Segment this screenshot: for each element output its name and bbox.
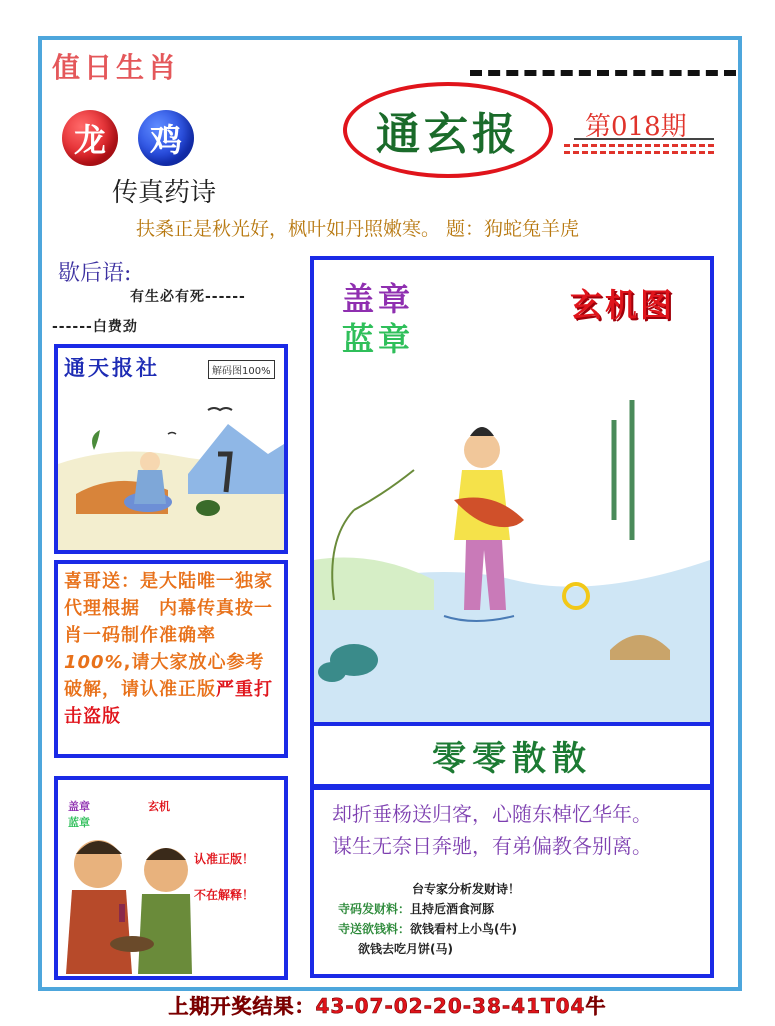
promo-accuracy: 100% (64, 652, 124, 673)
cartoon-label-1: 盖章 (68, 800, 90, 813)
expert-title: 台专家分析发财诗！ (412, 882, 521, 896)
xuanji-title: 玄机图 (570, 286, 676, 324)
tongtian-box (54, 344, 288, 554)
tongtian-title: 通天报社 (64, 355, 160, 380)
previous-result: 上期开奖结果：43-07-02-20-38-41T04牛 (168, 994, 607, 1018)
zodiac-title: 值日生肖 (52, 51, 181, 84)
xiehouyu-line-1: 有生必有死------ (130, 289, 246, 305)
main-picture-box (310, 256, 714, 726)
issue-underline (574, 138, 714, 140)
tongtian-tag: 解码图100% (208, 360, 275, 379)
fax-poem-title: 传真药诗 (112, 178, 217, 208)
expert-line-2-label: 寺送欲钱料： (338, 922, 411, 936)
expert-line-3: 欲钱去吃月饼(马) (358, 942, 453, 956)
issue-double-line (564, 144, 714, 158)
cartoon-illustration (62, 794, 192, 974)
cartoon-label-2: 蓝章 (68, 816, 90, 829)
poem-line: 扶桑正是秋光好，枫叶如丹照嫩寒。 题：狗蛇兔羊虎 (136, 218, 580, 240)
issue-number: 第018期 (585, 112, 687, 142)
promo-text (64, 568, 278, 730)
expert-line-1-value: 且持卮酒食河豚 (410, 902, 495, 916)
zodiac-ball-dragon: 龙 (62, 110, 118, 166)
expert-line-2 (338, 920, 692, 937)
promo-part-3: ,请大家放心参考破解，请认准正版 (64, 652, 265, 700)
top-dash-line (470, 70, 736, 76)
main-illustration (314, 360, 710, 722)
masthead-title: 通玄报 (343, 82, 553, 178)
bottom-poem-box (310, 786, 714, 978)
expert-line-1-label: 寺码发财料： (338, 902, 411, 916)
xiehouyu-line-2: ------白费劲 (52, 319, 138, 335)
expert-line-2-value: 欲钱看村上小鸟(牛) (410, 922, 517, 936)
promo-box (54, 560, 288, 758)
zodiac-ball-rooster: 鸡 (138, 110, 194, 166)
bottom-poem-line-1: 却折垂杨送归客，心随东棹忆华年。 (332, 802, 652, 826)
xiehouyu-title: 歇后语: (58, 261, 132, 286)
cartoon-label-3: 玄机 (148, 800, 170, 813)
lingling-box: 零零散散 (310, 722, 714, 788)
cartoon-caption-2: 不在解释！ (194, 888, 255, 902)
stamp-lanzhang: 蓝章 (342, 320, 415, 358)
promo-anti-piracy: 严重打击盗版 (64, 679, 273, 727)
promo-part-1: 喜哥送：是大陆唯一独家代理根据 内幕传真按一肖一码制作准确率 (64, 571, 273, 646)
bottom-poem-line-2: 谋生无奈日奔驰，有弟偏教各别离。 (332, 834, 652, 858)
tongtian-illustration (58, 384, 284, 550)
cartoon-box (54, 776, 288, 980)
cartoon-caption-1: 认准正版！ (194, 852, 255, 866)
stamp-gaizhang: 盖章 (342, 280, 415, 318)
expert-line-1 (338, 900, 692, 917)
